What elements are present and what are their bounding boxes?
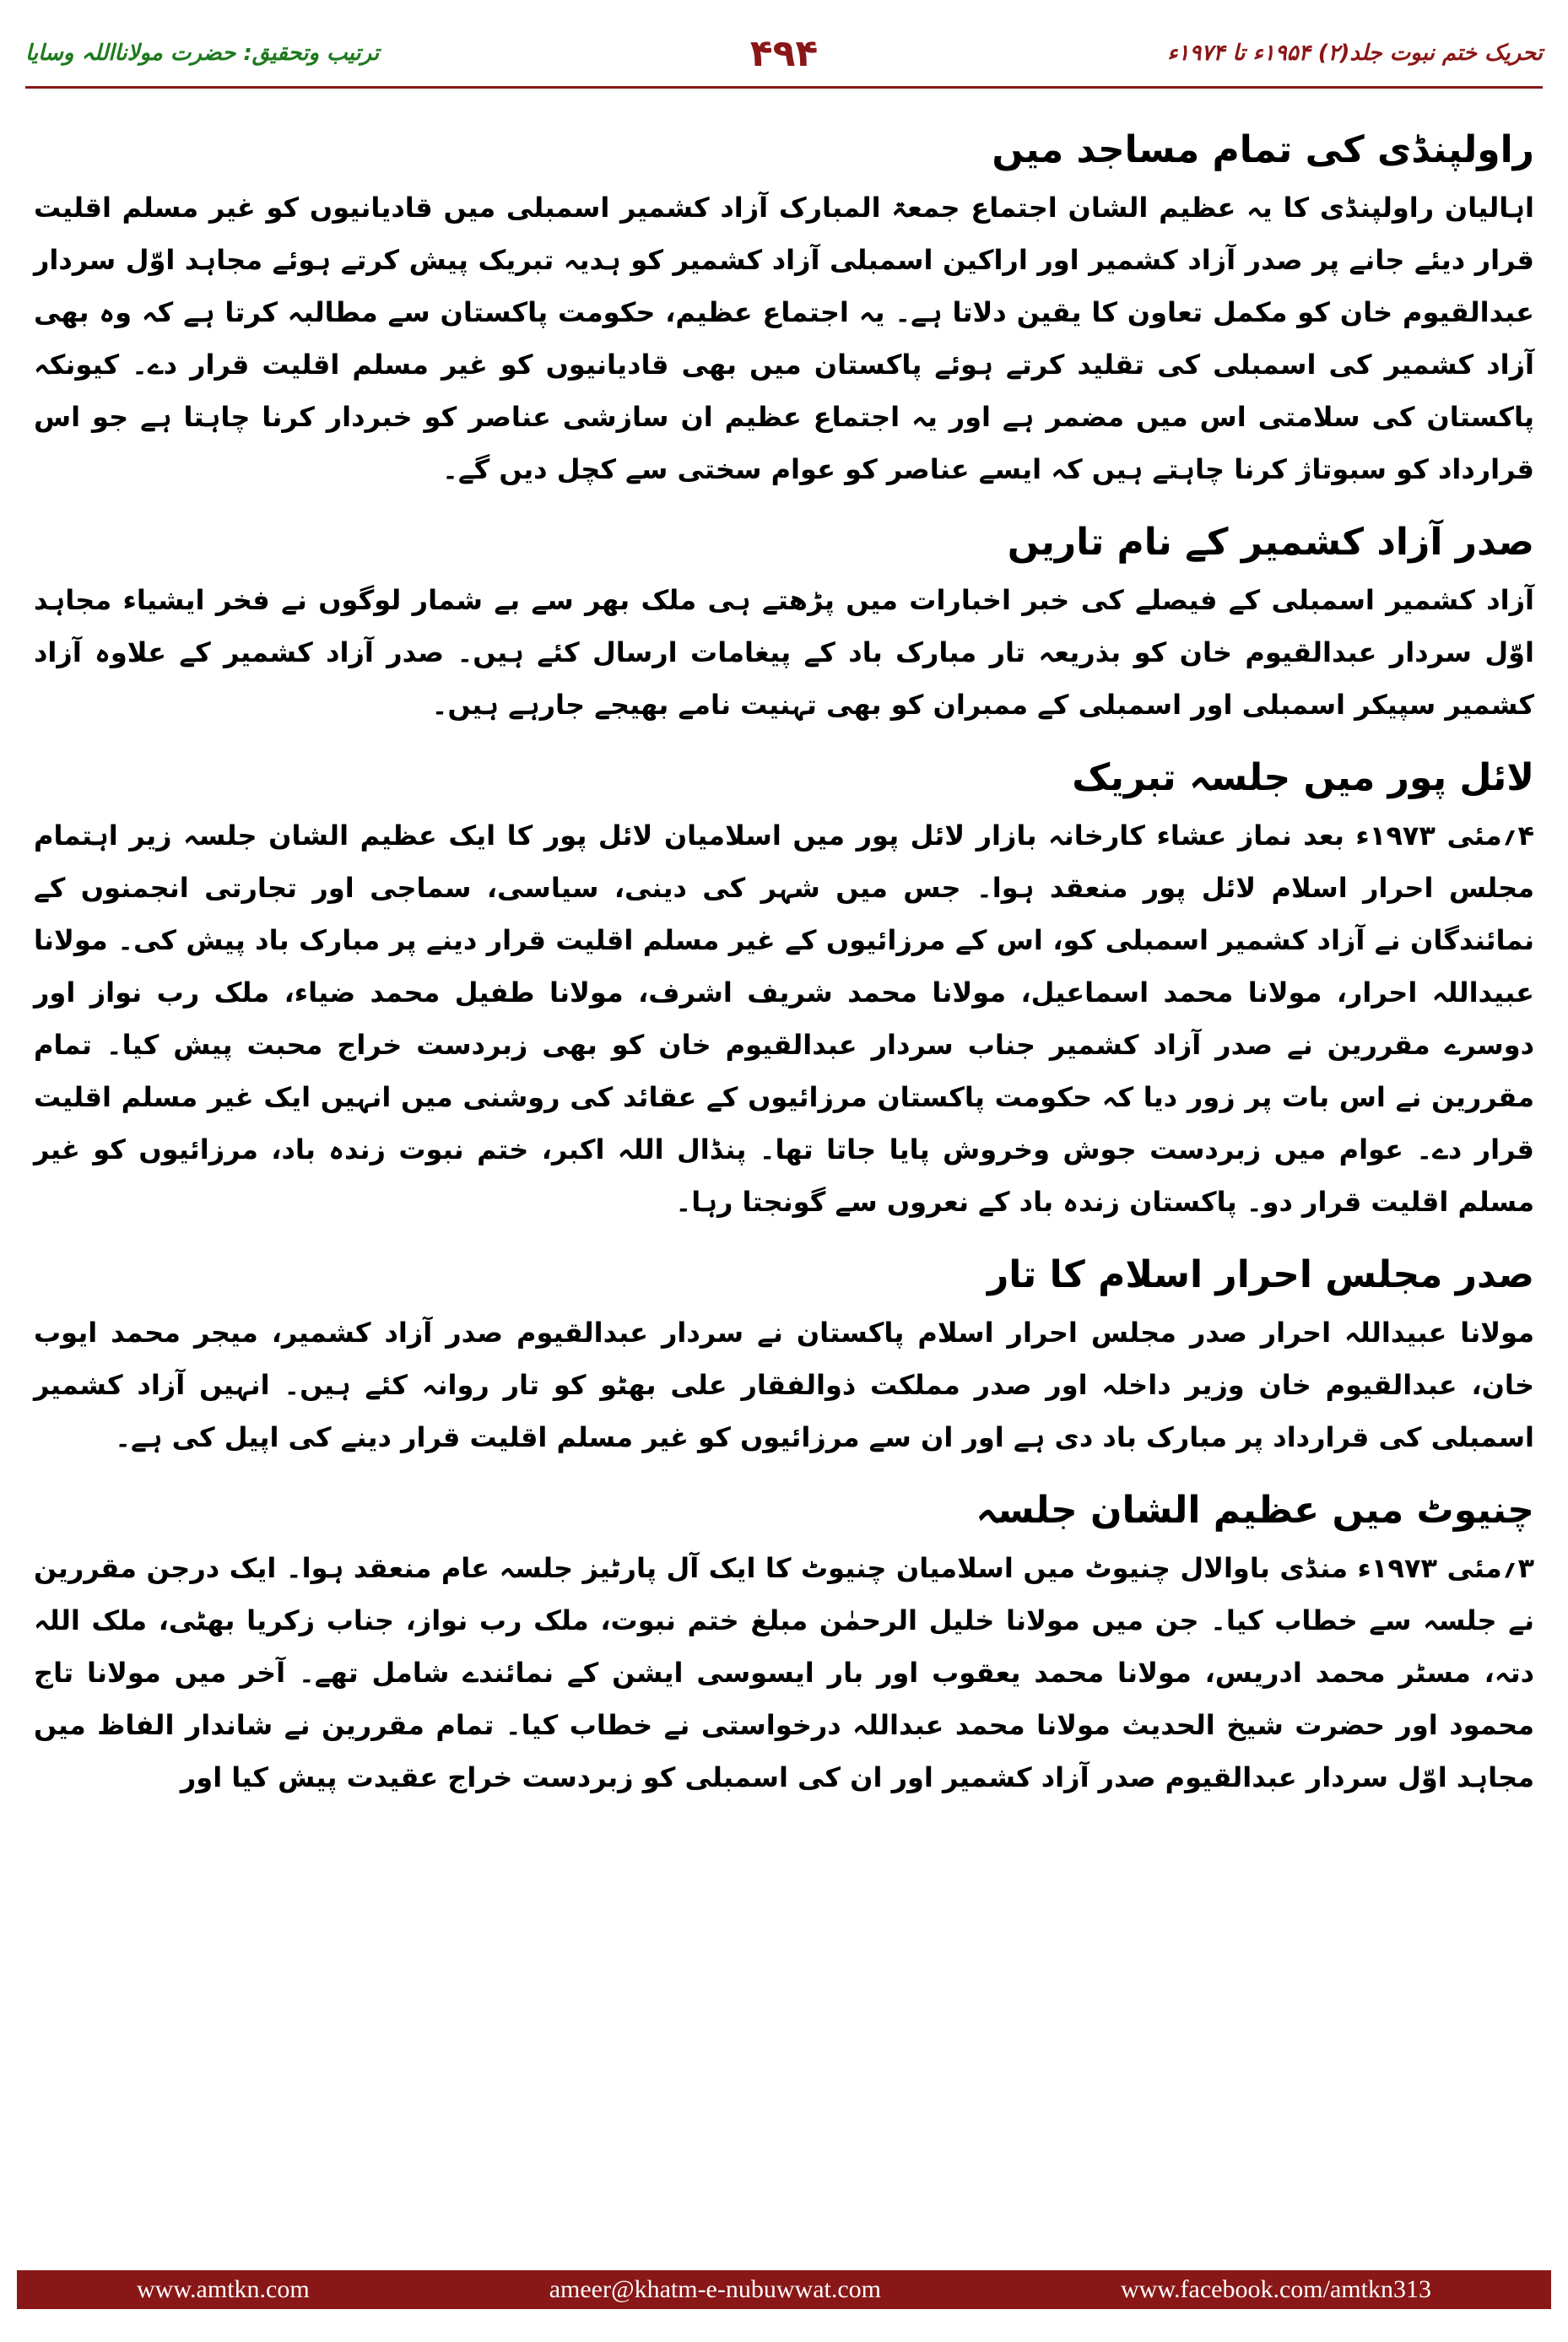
section-heading-chiniot: چنیوٹ میں عظیم الشان جلسہ (976, 1489, 1534, 1532)
section-text-telegrams: آزاد کشمیر اسمبلی کے فیصلے کی خبر اخبارات میں پڑھتے ہی ملک بھر سے بے شمار لوگوں نے فخر ایشیاء مجاہد اوّل سردار عبدالقیوم خان کو بذریعہ تار مبارک باد کے پیغامات ارسال کئے ہیں۔ صدر آزاد کشمیر کے علاوہ آزاد کشمیر سپیکر اسمبلی اور اسمبلی کے ممبران کو بھی تہنیت نامے بھیجے جارہے ہیں۔ (34, 584, 1534, 721)
section-heading-telegrams: صدر آزاد کشمیر کے نام تاریں (1007, 521, 1534, 564)
page-footer (17, 2270, 1551, 2309)
facebook-link[interactable]: www.facebook.com/amtkn313 (1121, 2275, 1431, 2303)
section-text-lyallpur: ۴؍مئی ۱۹۷۳ء بعد نماز عشاء کارخانہ بازار لائل پور میں اسلامیان لائل پور کا ایک عظیم الشان جلسہ زیر اہتمام مجلس احرار اسلام لائل پور منعقد ہوا۔ جس میں شہر کی دینی، سیاسی، سماجی اور تجارتی انجمنوں کے نمائندگان نے آزاد کشمیر اسمبلی کو، اس کے مرزائیوں کے غیر مسلم اقلیت قرار دینے پر مبارک باد پیش کی۔ مولانا عبیداللہ احرار، مولانا محمد اسماعیل، مولانا محمد شریف اشرف، مولانا طفیل محمد ضیاء، ملک رب نواز اور دوسرے مقررین نے صدر آزاد کشمیر جناب سردار عبدالقیوم خان کو بھی زبردست خراج محبت پیش کیا۔ تمام مقررین نے اس بات پر زور دیا کہ حکومت پاکستان مرزائیوں کے عقائد کی روشنی میں انہیں ایک غیر مسلم اقلیت قرار دے۔ عوام میں زبردست جوش وخروش پایا جاتا تھا۔ پنڈال اللہ اکبر، ختم نبوت زندہ باد، مرزائیوں کو غیر مسلم اقلیت قرار دو۔ پاکستان زندہ باد کے نعروں سے گونجتا رہا۔ (34, 819, 1535, 1218)
page-header (25, 24, 1543, 83)
book-title: تحریک ختم نبوت جلد(۲) ۱۹۵۴ء تا ۱۹۷۴ء (1167, 41, 1543, 66)
section-text-ahrar-telegram: مولانا عبیداللہ احرار صدر مجلس احرار اسلام پاکستان نے سردار عبدالقیوم صدر آزاد کشمیر، میجر محمد ایوب خان، عبدالقیوم خان وزیر داخلہ اور صدر مملکت ذوالفقار علی بھٹو کو تار روانہ کئے ہیں۔ انہیں آزاد کشمیر اسمبلی کی قرارداد پر مبارک باد دی ہے اور ان سے مرزائیوں کو غیر مسلم اقلیت قرار دینے کی اپیل کی ہے۔ (34, 1317, 1534, 1453)
website-link[interactable]: www.amtkn.com (137, 2275, 310, 2303)
section-text-rawalpindi: اہالیان راولپنڈی کا یہ عظیم الشان اجتماع جمعۃ المبارک آزاد کشمیر اسمبلی میں قادیانیوں کو غیر مسلم اقلیت قرار دیئے جانے پر صدر آزاد کشمیر اور اراکین اسمبلی آزاد کشمیر کو ہدیہ تبریک پیش کرتے ہوئے مجاہد اوّل سردار عبدالقیوم خان کو مکمل تعاون کا یقین دلاتا ہے۔ یہ اجتماع عظیم، حکومت پاکستان سے مطالبہ کرتا ہے کہ وہ بھی آزاد کشمیر کی اسمبلی کی تقلید کرتے ہوئے پاکستان میں بھی قادیانیوں کو غیر مسلم اقلیت قرار دے۔ کیونکہ پاکستان کی سلامتی اس میں مضمر ہے اور یہ اجتماع عظیم ان سازشی عناصر کو خبردار کرنا چاہتا ہے جو اس قرارداد کو سبوتاژ کرنا چاہتے ہیں کہ ایسے عناصر کو عوام سختی سے کچل دیں گے۔ (34, 192, 1534, 485)
email-link[interactable]: ameer@khatm-e-nubuwwat.com (549, 2275, 881, 2303)
section-heading-lyallpur: لائل پور میں جلسہ تبریک (1072, 756, 1534, 799)
header-divider (25, 86, 1543, 89)
section-heading-rawalpindi: راولپنڈی کی تمام مساجد میں (992, 128, 1534, 171)
page-number: ۴۹۴ (749, 31, 819, 75)
section-heading-ahrar-telegram: صدر مجلس احرار اسلام کا تار (987, 1253, 1534, 1296)
page-content (34, 127, 1534, 1804)
section-text-chiniot: ۳؍مئی ۱۹۷۳ء منڈی باوالال چنیوٹ میں اسلامیان چنیوٹ کا ایک آل پارٹیز جلسہ عام منعقد ہوا۔ ایک درجن مقررین نے جلسہ سے خطاب کیا۔ جن میں مولانا خلیل الرحمٰن مبلغ ختم نبوت، ملک رب نواز، جناب زکریا بھٹی، ملک اللہ دتہ، مسٹر محمد ادریس، مولانا محمد یعقوب اور بار ایسوسی ایشن کے نمائندے شامل تھے۔ آخر میں مولانا تاج محمود اور حضرت شیخ الحدیث مولانا محمد عبداللہ درخواستی نے خطاب کیا۔ تمام مقررین نے شاندار الفاظ میں مجاہد اوّل سردار عبدالقیوم صدر آزاد کشمیر اور ان کی اسمبلی کو زبردست خراج عقیدت پیش کیا اور (34, 1552, 1535, 1793)
compiler-credit: ترتیب وتحقیق: حضرت مولانااللہ وسایا (25, 41, 380, 66)
